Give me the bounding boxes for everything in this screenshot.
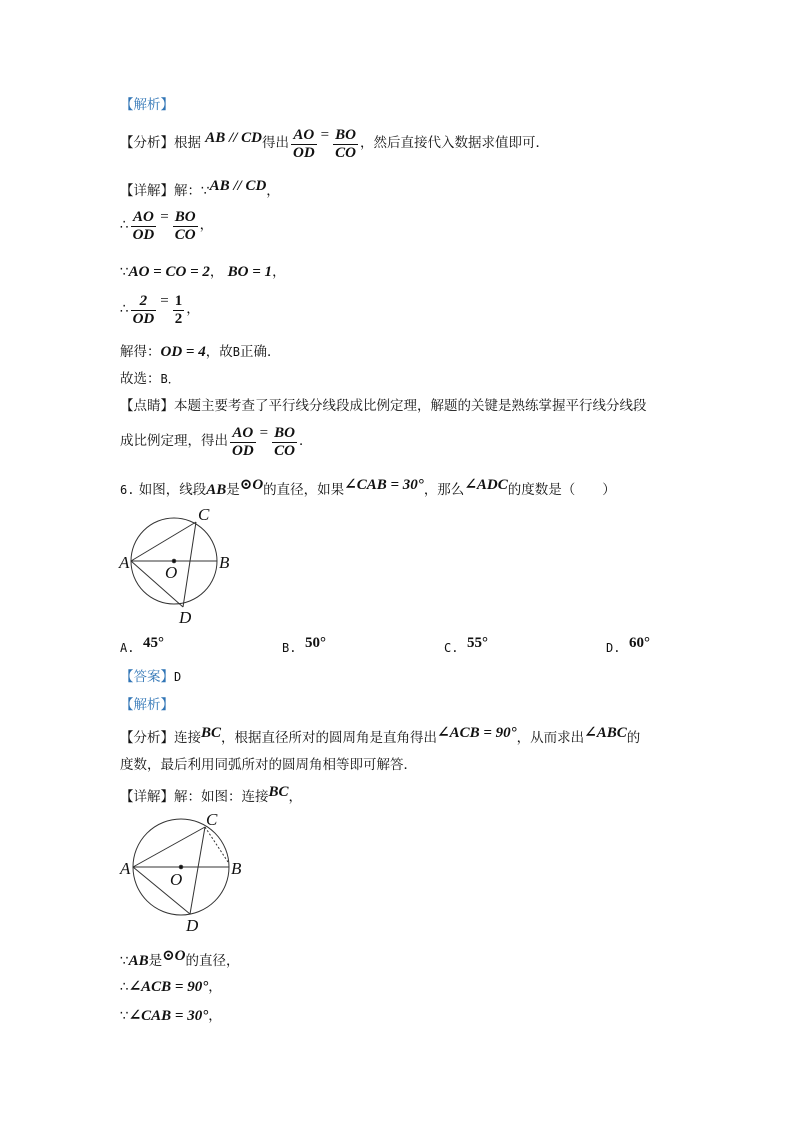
analysis-label: 【分析】 (120, 730, 174, 746)
math: OD = 4 (160, 344, 206, 360)
numerator: AO (131, 209, 157, 227)
text: ， (266, 183, 280, 199)
denominator: OD (292, 145, 315, 161)
detail-label: 【详解】 (120, 789, 174, 805)
equals: = (160, 293, 169, 309)
denominator: CO (335, 145, 356, 161)
math: AO = CO = 2 (128, 264, 210, 280)
option-letter: D. (606, 641, 621, 655)
step-line-4 (120, 343, 280, 361)
comment-label: 【点睛】 (120, 398, 174, 414)
fraction-ao-od (291, 127, 317, 162)
text: ，从而求出 (516, 730, 585, 746)
choice-line (120, 370, 180, 388)
math-angle: ∠ADC (464, 477, 508, 493)
because-symbol: ∵ (120, 1008, 129, 1024)
text: ，那么 (423, 482, 465, 498)
fraction (272, 425, 297, 460)
text: 连接 (174, 730, 201, 746)
denominator: OD (132, 227, 155, 243)
fraction (131, 209, 157, 244)
because-symbol: ∵ (120, 953, 129, 969)
therefore-symbol: ∴ (120, 301, 129, 317)
text: ，根据直径所对的圆周角是直角得出 (221, 730, 438, 746)
fraction-bo-co (333, 127, 358, 162)
denominator: CO (174, 227, 196, 243)
text: 的直径，如果 (263, 482, 345, 498)
math: AB (206, 482, 227, 498)
segment-cd (183, 522, 196, 607)
text: 的度数是（ ） (507, 482, 616, 498)
analysis-label: 【分析】 (120, 135, 174, 151)
option-d[interactable] (606, 635, 651, 657)
text: 是 (148, 953, 163, 969)
denominator: OD (232, 443, 254, 459)
math-parallel: AB // CD (209, 178, 267, 194)
equals: = (320, 127, 330, 143)
option-a[interactable] (120, 635, 165, 657)
text: ， (199, 217, 214, 233)
label-c: C (198, 505, 210, 524)
text: ，故 (205, 344, 233, 360)
math-angle: ∠ACB = 90° (437, 725, 517, 741)
jiexi-heading-2: 【解析】 (120, 697, 174, 713)
text: B (232, 345, 240, 359)
label-a: A (120, 859, 131, 878)
step-line-2 (120, 263, 286, 281)
text: 如图，线段 (138, 482, 207, 498)
comment-line (120, 397, 647, 415)
answer-line (120, 668, 181, 686)
text: 解：如图：连接 (174, 789, 269, 805)
answer-value: D (174, 670, 182, 684)
label-c: C (206, 810, 218, 829)
label-o: O (165, 563, 178, 582)
math-circle-o: ⊙O (162, 948, 186, 964)
solution-step-3 (120, 1007, 222, 1025)
label-a: A (119, 553, 130, 572)
text: ， (272, 264, 286, 280)
question-6 (120, 477, 616, 499)
math: AB (128, 953, 149, 969)
text: B． (160, 372, 180, 386)
numerator: AO (230, 425, 256, 443)
math-angle: ∠ACB = 90° (128, 979, 209, 995)
text: 的直径， (185, 953, 240, 969)
option-value: 50° (305, 635, 327, 651)
center-point (179, 865, 183, 869)
text: ， (208, 979, 222, 995)
option-letter: C. (444, 641, 459, 655)
solution-step-2 (120, 978, 222, 996)
numerator: 1 (174, 293, 183, 309)
option-b[interactable] (282, 635, 327, 657)
analysis-line-2 (120, 725, 641, 747)
option-c[interactable] (444, 635, 489, 657)
text: ， (288, 789, 303, 805)
jiexi-heading: 【解析】 (120, 97, 174, 113)
text: 得出 (261, 135, 289, 151)
detail-label: 【详解】 (120, 183, 174, 199)
fraction (131, 293, 157, 328)
text: ， (208, 1008, 222, 1024)
text: 故选： (120, 371, 161, 387)
segment-cd (190, 827, 205, 914)
option-letter: B. (282, 641, 297, 655)
numerator: BO (335, 127, 356, 143)
text: ， (209, 264, 224, 280)
label-d: D (179, 608, 192, 627)
text: 成比例定理，得出 (120, 433, 228, 449)
detail-line (120, 178, 280, 200)
numerator: BO (274, 425, 295, 441)
option-value: 55° (467, 635, 489, 651)
circle-figure-1 (110, 502, 250, 630)
text: ， (186, 301, 200, 317)
segment-ac (133, 827, 205, 867)
label-d: D (186, 916, 199, 935)
option-value: 45° (143, 635, 165, 651)
text: 正确． (239, 344, 281, 360)
text: 是 (226, 482, 240, 498)
text: ． (298, 433, 313, 449)
therefore-symbol: ∴ (120, 979, 129, 995)
text: ，然后直接代入数据求值即可． (359, 135, 549, 151)
math-circle-o: ⊙O (239, 477, 264, 493)
fraction (173, 293, 185, 328)
label-b: B (219, 553, 230, 572)
analysis-line-3: 度数，最后利用同弧所对的圆周角相等即可解答． (120, 757, 417, 773)
denominator: 2 (174, 311, 183, 327)
math-parallel: AB // CD (205, 130, 262, 146)
text: 解：∵ (174, 183, 210, 199)
circle-figure-2 (110, 810, 250, 940)
math-angle: ∠CAB = 30° (344, 477, 424, 493)
text: 本题主要考查了平行线分线段成比例定理，解题的关键是熟练掌握平行线分线段 (174, 398, 647, 414)
denominator: OD (132, 311, 155, 327)
math: BC (268, 784, 289, 800)
numerator: 2 (131, 293, 157, 311)
label-b: B (231, 859, 242, 878)
segment-ac (131, 522, 196, 561)
math: BO = 1 (227, 264, 273, 280)
fraction (230, 425, 256, 460)
dashed-segment-bc (205, 827, 228, 862)
numerator: BO (174, 209, 196, 225)
label-o: O (170, 870, 183, 889)
therefore-symbol: ∴ (120, 217, 129, 233)
math-angle: ∠CAB = 30° (128, 1008, 209, 1024)
option-letter: A. (120, 641, 135, 655)
solution-step-1 (120, 948, 240, 970)
comment-line-2 (120, 425, 312, 460)
text: 根据 (174, 135, 201, 151)
math: BC (201, 725, 222, 741)
detail-line-2 (120, 784, 303, 806)
step-line-1 (120, 209, 213, 244)
answer-label: 【答案】 (120, 669, 174, 685)
numerator: AO (291, 127, 317, 145)
denominator: CO (274, 443, 295, 459)
because-symbol: ∵ (120, 264, 129, 280)
fraction (173, 209, 198, 244)
question-number: 6. (120, 483, 135, 497)
equals: = (259, 425, 269, 441)
text: 解得： (120, 344, 161, 360)
math-angle: ∠ABC (584, 725, 627, 741)
equals: = (160, 209, 169, 225)
option-value: 60° (629, 635, 651, 651)
analysis-line (120, 127, 549, 162)
step-line-3 (120, 293, 200, 328)
text: 的 (626, 730, 641, 746)
